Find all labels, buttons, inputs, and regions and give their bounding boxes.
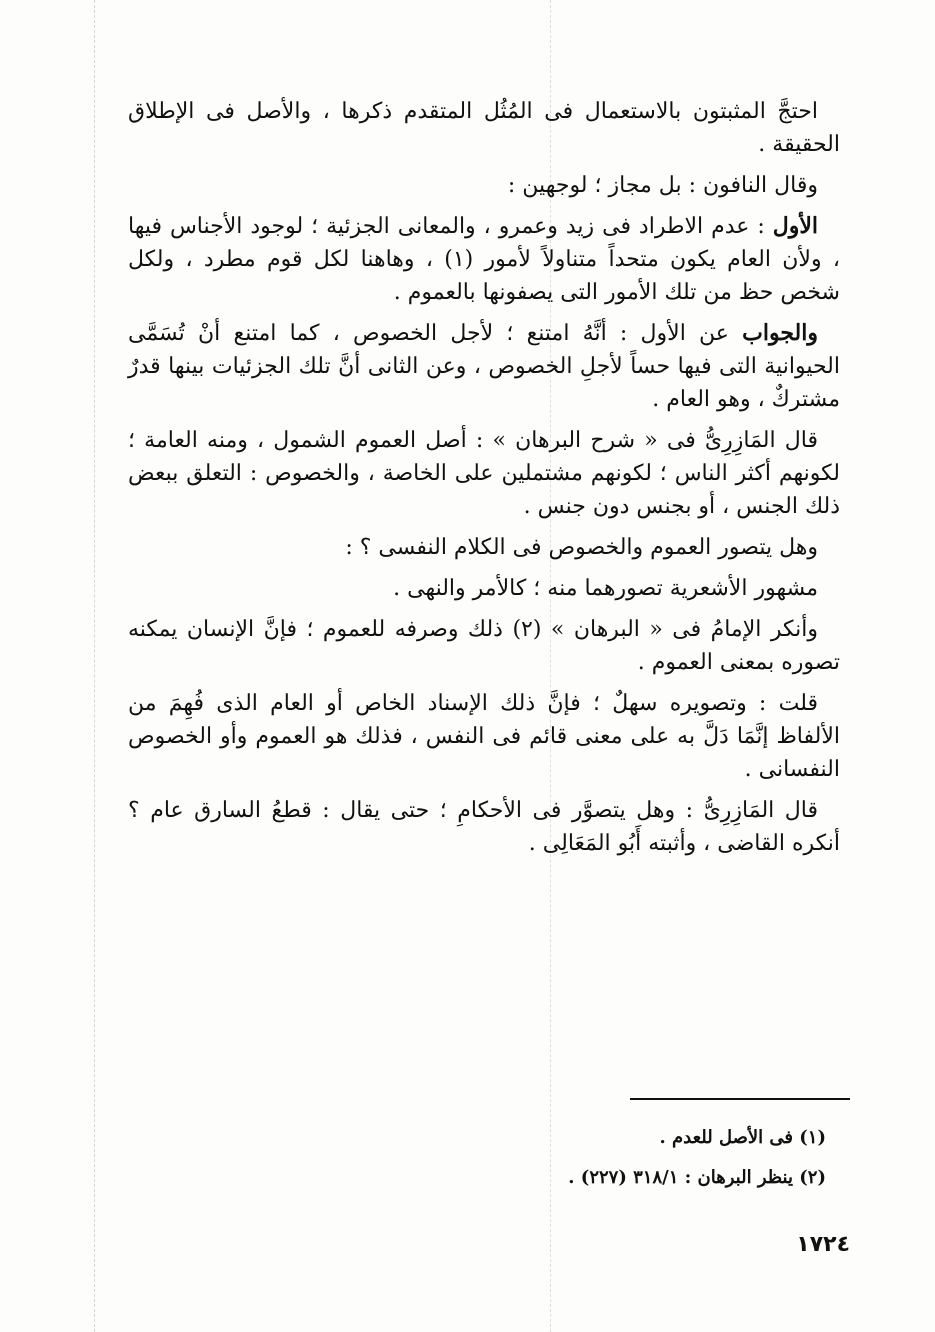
main-text bbox=[128, 95, 840, 868]
paragraph-5 bbox=[128, 424, 840, 523]
paragraph-text: احتجَّ المثبتون بالاستعمال فى المُثُل المتقدم ذكرها ، والأصل فى الإطلاق الحقيقة . bbox=[128, 99, 840, 157]
paragraph-lead: والجواب bbox=[742, 320, 818, 346]
paragraph-3 bbox=[128, 210, 840, 309]
footnotes bbox=[350, 1118, 826, 1198]
paragraph-2 bbox=[128, 169, 840, 202]
paragraph-text: وهل يتصور العموم والخصوص فى الكلام النفسى ؟ : bbox=[345, 535, 818, 560]
paragraph-text: مشهور الأشعرية تصورهما منه ؛ كالأمر والنهى . bbox=[393, 576, 818, 601]
paragraph-text: وقال النافون : بل مجاز ؛ لوجهين : bbox=[507, 173, 818, 198]
paragraph-text: قلت : وتصويره سهلٌ ؛ فإنَّ ذلك الإسناد الخاص أو العام الذى فُهِمَ من الألفاظ إنَّمَا دَلَّ به على معنى قائم فى النفس ، فذلك هو العموم وأو الخصوص النفسانى . bbox=[128, 691, 840, 782]
paragraph-lead: الأول bbox=[772, 213, 818, 239]
paragraph-4 bbox=[128, 317, 840, 416]
paragraph-9 bbox=[128, 687, 840, 786]
scan-guide-line-left bbox=[94, 0, 95, 1332]
paragraph-text: قال المَازِرِىُّ فى « شرح البرهان » : أصل العموم الشمول ، ومنه العامة ؛ لكونهم أكثر الناس ؛ لكونهم مشتملين على الخاصة ، والخصوص : التعلق ببعض ذلك الجنس ، أو بجنس دون جنس . bbox=[128, 428, 840, 519]
paragraph-8 bbox=[128, 613, 840, 679]
footnote-separator bbox=[630, 1098, 850, 1100]
paragraph-1 bbox=[128, 95, 840, 161]
paragraph-6 bbox=[128, 531, 840, 564]
paragraph-10 bbox=[128, 794, 840, 860]
footnote-1: (١) فى الأصل للعدم . bbox=[659, 1127, 826, 1148]
paragraph-text: وأنكر الإمامُ فى « البرهان » (٢) ذلك وصرفه للعموم ؛ فإنَّ الإنسان يمكنه تصوره بمعنى العموم . bbox=[128, 617, 840, 675]
paragraph-text: : عدم الاطراد فى زيد وعمرو ، والمعانى الجزئية ؛ لوجود الأجناس فيها ، ولأن العام يكون متحداً متناولاً لأمور (١) ، وهاهنا لكل قوم مطرد ، ولكل شخص حظ من تلك الأمور التى يصفونها بالعموم . bbox=[128, 214, 840, 305]
footnote-2: (٢) ينظر البرهان : ٣١٨/١ (٢٢٧) . bbox=[568, 1167, 826, 1188]
paragraph-text: قال المَازِرِىُّ : وهل يتصوَّر فى الأحكامِ ؛ حتى يقال : قطعُ السارق عام ؟ أنكره القاضى ، وأثبته أَبُو المَعَالِى . bbox=[128, 798, 840, 856]
paragraph-text: عن الأول : أنَّهُ امتنع ؛ لأجل الخصوص ، كما امتنع أنْ تُسَمَّى الحيوانية التى فيها حساً لأجلِ الخصوص ، وعن الثانى أنَّ تلك الجزئيات بينها قدرٌ مشتركٌ ، وهو العام . bbox=[128, 321, 840, 412]
paragraph-7 bbox=[128, 572, 840, 605]
page-number: ١٧٢٤ bbox=[796, 1232, 850, 1257]
